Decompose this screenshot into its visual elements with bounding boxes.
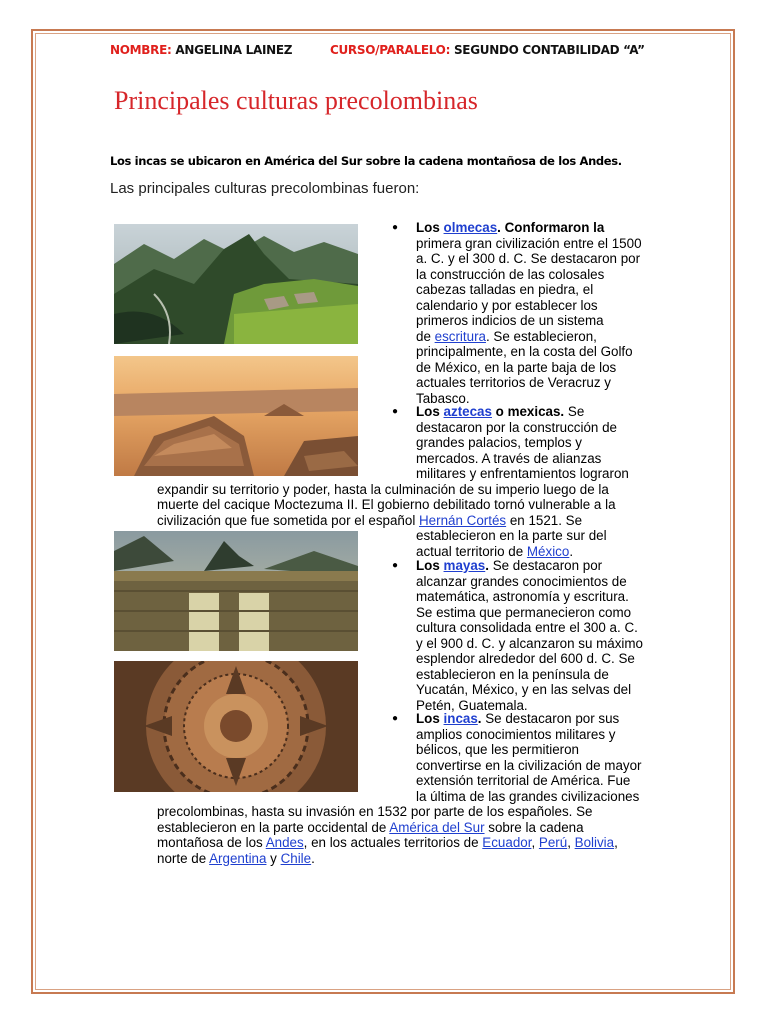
olmecas-link[interactable]: olmecas: [443, 220, 498, 235]
olmecas-line: Los olmecas. Conformaron la: [416, 220, 605, 235]
text-line: primera gran civilización entre el 1500: [416, 235, 642, 251]
text-line: calendario y por establecer los: [416, 297, 598, 313]
bullet-incas: ●: [392, 713, 399, 724]
course-value: SEGUNDO CONTABILIDAD “A”: [453, 43, 645, 57]
bolivia-link[interactable]: Bolivia: [574, 835, 615, 850]
escritura-link[interactable]: escritura: [434, 328, 486, 344]
text-line: montañosa de los Andes, en los actuales territorios de Ecuador, Perú, Bolivia,: [157, 835, 618, 850]
bullet-mayas: ●: [392, 560, 399, 571]
text-line: bélicos, que les permitieron: [416, 742, 580, 757]
incas-line: Los incas. Se destacaron por sus: [416, 711, 620, 726]
ecuador-link[interactable]: Ecuador: [482, 835, 532, 850]
text-line: de escritura. Se establecieron,: [416, 328, 597, 344]
text-line: esplendor alrededor del 600 d. C. Se: [416, 651, 635, 666]
aztec-calendar-image: [114, 661, 358, 792]
lead-sentence: Las principales culturas precolombinas fueron:: [110, 180, 420, 197]
text-line: matemática, astronomía y escritura.: [416, 589, 629, 604]
text-line: Se estima que permanecieron como: [416, 604, 632, 620]
text-line: amplios conocimientos militares y: [416, 726, 616, 742]
text-line: y el 900 d. C. y alcanzaron su máximo: [416, 635, 644, 651]
andes-link[interactable]: Andes: [265, 835, 304, 850]
text-line: Tabasco.: [416, 390, 470, 406]
text-line: destacaron por la construcción de: [416, 419, 617, 435]
machu-picchu-image: [114, 224, 358, 344]
text-line: principalmente, en la costa del Golfo: [416, 344, 633, 359]
mayas-line: Los mayas. Se destacaron por: [416, 558, 603, 573]
course-label: CURSO/PARALELO:: [329, 43, 451, 57]
text-line: civilización que fue sometida por el español Hernán Cortés en 1521. Se: [157, 512, 583, 528]
mayan-ruins-image: [114, 531, 358, 651]
text-line: grandes palacios, templos y: [416, 435, 582, 450]
name-value: ANGELINA LAINEZ: [175, 43, 293, 57]
text-line: establecieron en la parte occidental de América del Sur sobre la cadena: [157, 819, 584, 835]
text-line: Petén, Guatemala.: [416, 697, 528, 713]
text-line: establecieron en la península de: [416, 666, 609, 682]
text-line: convertirse en la civilización de mayor: [416, 757, 642, 773]
text-line: a. C. y el 300 d. C. Se destacaron por: [416, 251, 641, 266]
text-line: mercados. A través de alianzas: [416, 450, 602, 466]
mayas-link[interactable]: mayas: [443, 558, 486, 573]
intro-sentence: Los incas se ubicaron en América del Sur sobre la cadena montañosa de los Andes.: [110, 154, 622, 168]
text-line: muerte del cacique Moctezuma II. El gobierno debilitado tornó vulnerable a la: [157, 497, 616, 512]
text-line: Yucatán, México, y en las selvas del: [416, 682, 632, 697]
text-line: norte de Argentina y Chile.: [157, 850, 315, 866]
bullet-olmecas: ●: [392, 222, 399, 233]
america-del-sur-link[interactable]: América del Sur: [389, 819, 485, 835]
hernan-cortes-link[interactable]: Hernán Cortés: [419, 512, 507, 528]
mexico-link[interactable]: México: [526, 543, 570, 559]
text-line: la última de las grandes civilizaciones: [416, 788, 640, 804]
teotihuacan-image: [114, 356, 358, 476]
text-line: expandir su territorio y poder, hasta la culminación de su imperio luego de la: [157, 481, 609, 497]
student-header: [110, 43, 645, 57]
page-title: Principales culturas precolombinas: [114, 86, 478, 115]
text-line: cabezas talladas en piedra, el: [416, 282, 594, 297]
chile-link[interactable]: Chile: [280, 850, 312, 866]
aztecas-link[interactable]: aztecas: [443, 404, 492, 419]
bullet-aztecas: ●: [392, 406, 399, 417]
text-line: actual territorio de México.: [416, 543, 574, 559]
text-line: alcanzar grandes conocimientos de: [416, 573, 627, 589]
text-line: precolombinas, hasta su invasión en 1532 por parte de los españoles. Se: [157, 804, 593, 819]
incas-link[interactable]: incas: [443, 711, 478, 726]
text-line: militares y enfrentamientos lograron: [416, 466, 629, 481]
text-line: la construcción de las colosales: [416, 266, 605, 282]
text-line: primeros indicios de un sistema: [416, 313, 604, 328]
peru-link[interactable]: Perú: [538, 835, 568, 850]
text-line: extensión territorial de América. Fue: [416, 773, 631, 788]
text-line: actuales territorios de Veracruz y: [416, 375, 611, 390]
text-line: establecieron en la parte sur del: [416, 528, 607, 543]
text-line: cultura consolidada entre el 300 a. C.: [416, 620, 638, 635]
argentina-link[interactable]: Argentina: [209, 850, 267, 866]
name-label: NOMBRE:: [110, 43, 172, 57]
text-line: de México, en la parte baja de los: [416, 359, 617, 375]
aztecas-line: Los aztecas o mexicas. Se: [416, 404, 585, 419]
